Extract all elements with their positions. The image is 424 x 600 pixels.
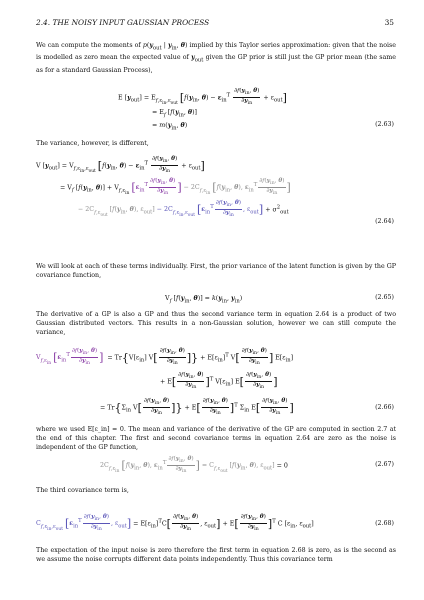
equation-2-68: $C_{f,\varepsilon_{in},\varepsilon_{out}}$ [$\varepsilon_{in}^T$ $\frac{\partial f(y_{in}, \theta)}{\partial y_{in}}$ , $\varepsilon_{out}] = E[\varepsilon_{in}]^TC$[ $\frac{\partial f(y_{in}, \theta)}{\partial y_{in}}$ , $\varepsilon_{out}] + E$[ $\frac{\partial f(y_{in}, \theta)}{\partial y_{in}}$ ]$^T$ C [$\varepsilon_{in}$, $\varepsilon_{out}$] (36, 514, 314, 533)
equation-2-64-line-1: V $[y_{out}] = V_{f,\varepsilon_{in},\varepsilon_{out}}$ [$f(y_{in}$, $\theta) - \varepsilon_{in}^T$ $\frac{\partial f(y_{in}, \theta)}{\partial y_{in}}$ + $\varepsilon_{out}$] (36, 156, 205, 175)
equation-2-63-line-1: E $[y_{out}] = E_{f,\varepsilon_{in},\varepsilon_{out}}$ [$f(y_{in}$, $\theta) - \varepsilon_{in}^T$ $\frac{\partial f(y_{in}, \theta)}{\partial y_{in}}$ + $\varepsilon_{out}$] (118, 88, 287, 107)
paragraph-covariance: where we used E[ε_in] = 0. The mean and variance of the derivative of the GP are computed in section 2.7 at the end of this chapter. The first and second covariance terms in equation 2.64 are zero as the noise is independent of the GP function, (36, 426, 396, 452)
equation-2-64-line-3: − $2C_{f,\varepsilon_{out}}$ [$f(y_{in}$, θ), $\varepsilon_{out}] - 2C_{f,\varepsilon_{in},\varepsilon_{out}}$ [$\varepsilon_{in}^T$ $\frac{\partial f(y_{in}, \theta)}{\partial y_{in}}$ , $\varepsilon_{out}] + \sigma^2_{out}$ (78, 200, 289, 219)
equation-2-63-line-3: = $m(y_{in}$, θ) (152, 122, 188, 132)
equation-number-2-65: (2.65) (375, 294, 394, 301)
equation-2-65: $V_f$ [$f(y_{in}$, $\theta)] = k(y_{in}$, $y_{in}$) (165, 295, 243, 305)
equation-number-2-66: (2.66) (375, 404, 394, 411)
paragraph-expectation: The expectation of the input noise is zero therefore the first term in equation 2.68 is zero, as is the second as we assume the noise corrupts different data points independently. Thus this covariance term (36, 547, 396, 564)
paragraph-variance: The variance, however, is different, (36, 140, 149, 147)
equation-2-66-line-1: $V_{f,\varepsilon_{in}}$ [$\varepsilon_{in}^T$ $\frac{\partial f(y_{in}, \theta)}{\partial y_{in}}$ ] = $Tr\{V[\varepsilon_{in}]$ V[ $\frac{\partial f(y_{in}, \theta)}{\partial y_{in}}$ ]} + $E[\varepsilon_{in}]^T$ V[ $\frac{\partial f(y_{in}, \theta)}{\partial y_{in}}$ ] $E[\varepsilon_{in}]$ (36, 348, 294, 367)
section-title: 2.4. THE NOISY INPUT GAUSSIAN PROCESS (36, 18, 210, 27)
equation-2-67: $2C_{f,\varepsilon_{in}}$ [$f(y_{in}$, θ), $\varepsilon_{in}^T$ $\frac{\partial f(y_{in}, \theta)}{\partial y_{in}}$ ] = $C_{f,\varepsilon_{out}}$ [$f(y_{in}$, θ), $\varepsilon_{out}] = 0$ (100, 456, 288, 475)
paragraph-derivative: The derivative of a GP is also a GP and thus the second variance term in equation 2.64 is a product of two Gaussian distributed vectors. This results in a non-Gaussian solution, however we can still compute the variance, (36, 311, 396, 337)
equation-number-2-63: (2.63) (375, 121, 394, 128)
equation-2-63-line-2: = $E_f$ [$f(y_{in}$, θ)] (152, 109, 197, 119)
running-header (36, 18, 394, 30)
equation-2-66-line-2: + E[ $\frac{\partial f(y_{in}, \theta)}{\partial y_{in}}$ ]$^T$ $V[\varepsilon_{in}]$ E[ $\frac{\partial f(y_{in}, \theta)}{\partial y_{in}}$ ] (160, 372, 278, 391)
equation-number-2-68: (2.68) (375, 520, 394, 527)
paragraph-third-covariance: The third covariance term is, (36, 487, 129, 494)
paragraph-moments: We can compute the moments of $p(y_{out}$ | $y_{in}$, θ) implied by this Taylor series approximation: given that the noise is modelled as zero mean the expected value of $y_{out}$ given the GP prior is still just the GP prior mean (the same as for a standard Gaussian Process), (36, 42, 397, 74)
equation-2-66-line-3: = $Tr\{\Sigma_{in}$ V[ $\frac{\partial f(y_{in}, \theta)}{\partial y_{in}}$ ]} + E[ $\frac{\partial f(y_{in}, \theta)}{\partial y_{in}}$ ]$^T$ $\Sigma_{in}$ E[ $\frac{\partial f(y_{in}, \theta)}{\partial y_{in}}$ ] (100, 398, 294, 417)
paragraph-prior-variance: We will look at each of these terms individually. First, the prior variance of the latent function is given by the GP covariance function, (36, 263, 396, 280)
page-number: 35 (384, 18, 394, 27)
equation-number-2-64: (2.64) (375, 218, 394, 225)
equation-number-2-67: (2.67) (375, 461, 394, 468)
equation-2-64-line-2: = $V_f$ [$f(y_{in}$, $\theta)] + V_{f,\varepsilon_{in}}$ [$\varepsilon_{in}^T$ $\frac{\partial f(y_{in}, \theta)}{\partial y_{in}}$ ] − $2C_{f,\varepsilon_{in}}$ [$f(y_{in}$, θ), $\varepsilon_{in}^T$ $\frac{\partial f(y_{in}, \theta)}{\partial y_{in}}$ ] (60, 178, 291, 197)
